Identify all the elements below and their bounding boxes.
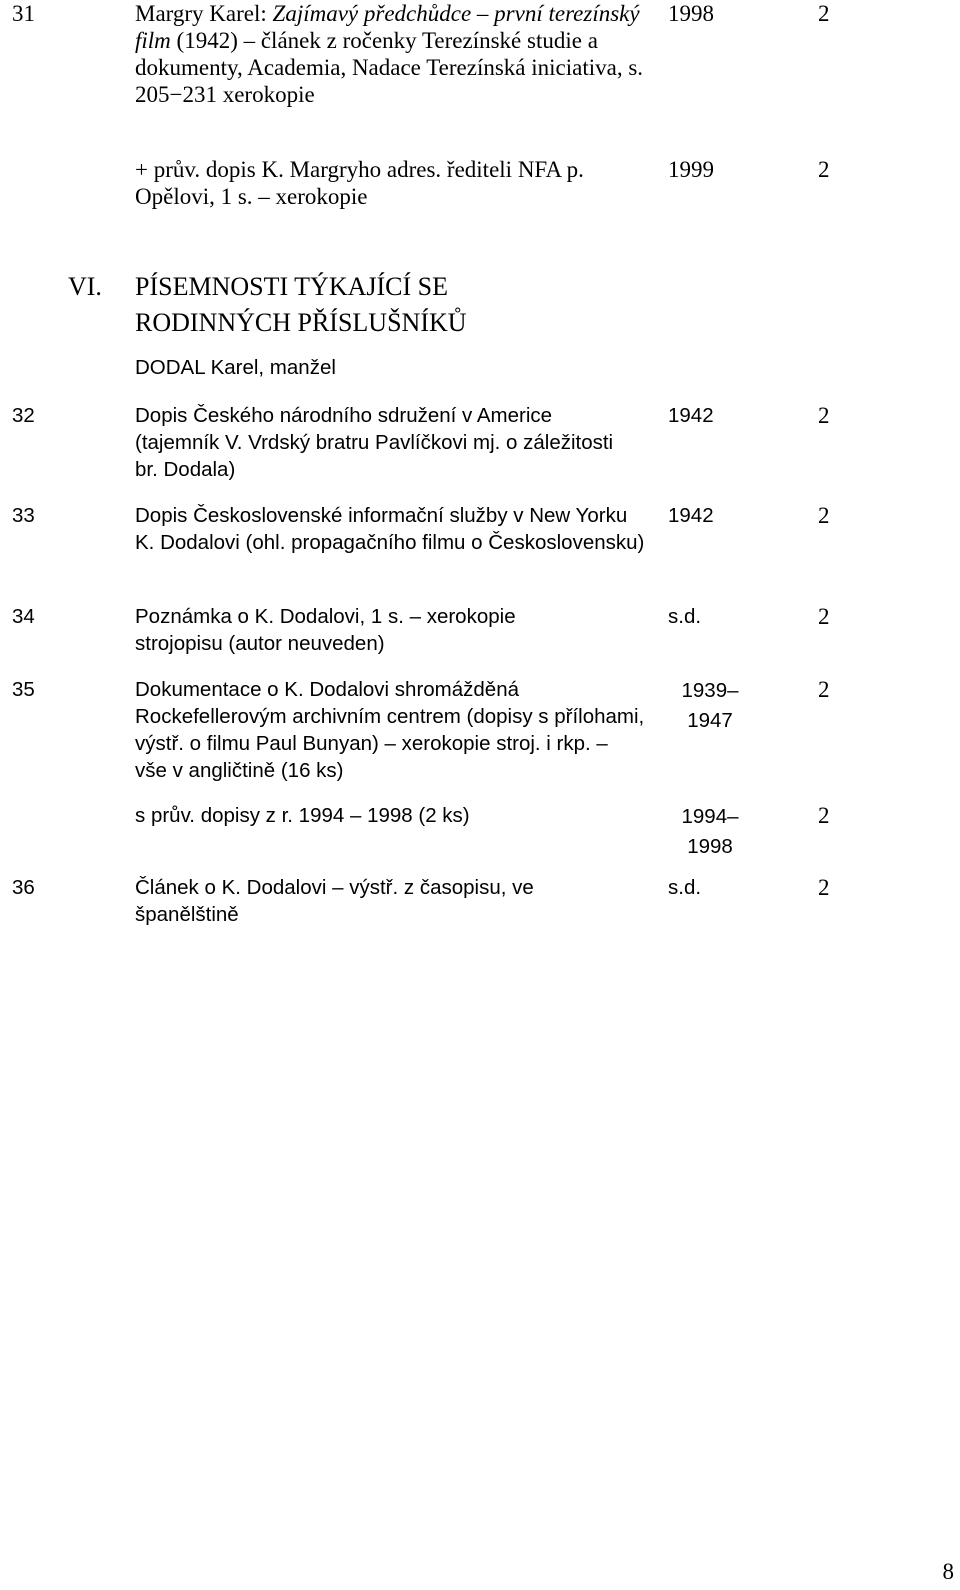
item-addendum-text: s prův. dopisy z r. 1994 – 1998 (2 ks)	[135, 804, 470, 827]
item-year: 1939– 1947	[681, 679, 739, 732]
item-year: s.d.	[668, 605, 702, 628]
entry-number: 31	[12, 1, 35, 26]
section-subheading: DODAL Karel, manžel	[135, 356, 336, 379]
section-title-line2: RODINNÝCH PŘÍSLUŠNÍKŮ	[135, 308, 467, 337]
item-number: 34	[12, 605, 35, 628]
item-addendum-year: 1994– 1998	[681, 805, 739, 858]
entry-year: 1998	[668, 1, 714, 26]
item-year: 1942	[668, 504, 714, 527]
item-number: 36	[12, 876, 35, 899]
entry-addendum-year: 1999	[668, 157, 714, 182]
entry-text	[135, 0, 655, 108]
entry-addendum-count: 2	[818, 157, 830, 182]
item-count: 2	[818, 604, 830, 629]
entry-text-title: Zajímavý předchůdce – první terezínský film	[135, 1, 640, 53]
item-number: 35	[12, 678, 35, 701]
section-roman-numeral: VI.	[68, 272, 102, 301]
item-addendum-count: 2	[818, 803, 830, 828]
item-text: Dokumentace o K. Dodalovi shromážděná Rockefellerovým archivním centrem (dopisy s přílohami, výstř. o filmu Paul Bunyan) – xerokopie stroj. i rkp. – vše v angličtině (16 ks)	[135, 678, 645, 782]
item-number: 33	[12, 504, 35, 527]
item-year: 1942	[668, 404, 714, 427]
item-count: 2	[818, 503, 830, 528]
item-number: 32	[12, 404, 35, 427]
entry-count: 2	[818, 1, 830, 26]
page-number: 8	[942, 1559, 954, 1584]
item-text: Dopis Československé informační služby v New Yorku K. Dodalovi (ohl. propagačního filmu o Československu)	[135, 504, 645, 554]
item-text: Dopis Českého národního sdružení v Americe (tajemník V. Vrdský bratru Pavlíčkovi mj. o záležitosti br. Dodala)	[135, 404, 614, 481]
entry-addendum-text: + prův. dopis K. Margryho adres. řediteli NFA p. Opělovi, 1 s. – xerokopie	[135, 157, 584, 209]
item-count: 2	[818, 403, 830, 428]
entry-text-suffix: (1942) – článek z ročenky Terezínské studie a dokumenty, Academia, Nadace Terezínská iniciativa, s. 205−231 xerokopie	[135, 28, 644, 107]
item-year: s.d.	[668, 876, 702, 899]
item-count: 2	[818, 677, 830, 702]
section-title-line1: PÍSEMNOSTI TÝKAJÍCÍ SE	[135, 272, 448, 301]
entry-text-prefix: Margry Karel:	[135, 1, 273, 26]
item-text: Poznámka o K. Dodalovi, 1 s. – xerokopie strojopisu (autor neuveden)	[135, 605, 516, 655]
item-count: 2	[818, 875, 830, 900]
item-text: Článek o K. Dodalovi – výstř. z časopisu, ve španělštině	[135, 876, 534, 926]
